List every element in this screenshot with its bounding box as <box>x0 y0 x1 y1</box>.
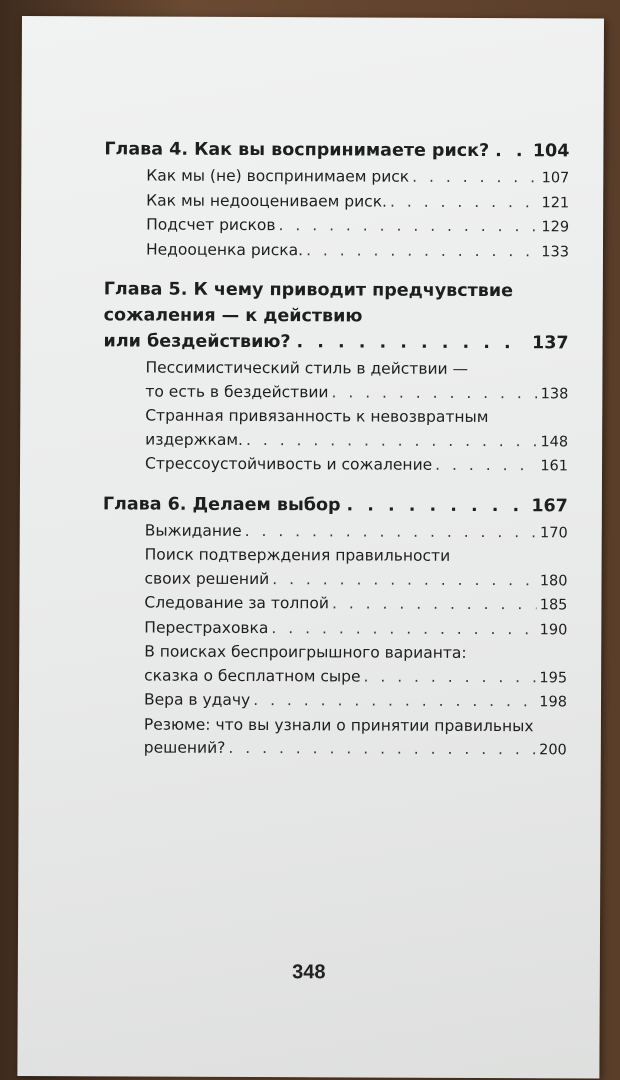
section-title-line: издержкам. <box>145 430 244 449</box>
section-entry <box>144 713 567 763</box>
section-title-line: своих решений <box>144 569 270 588</box>
section-title-line: В поисках беспроигрышного варианта: <box>144 642 467 662</box>
dot-leader <box>332 592 537 616</box>
chapter-title-line: Глава 4. Как вы воспринимаете риск? <box>104 139 490 162</box>
dot-leader <box>363 665 536 689</box>
dot-leader <box>272 568 537 593</box>
section-entry <box>145 357 568 407</box>
section-list <box>145 357 569 479</box>
section-page-number: 107 <box>541 170 570 187</box>
dot-leader <box>278 214 538 239</box>
section-page-number: 129 <box>541 219 570 236</box>
section-entry <box>146 165 569 191</box>
section-entry <box>146 189 569 215</box>
section-entry <box>146 238 569 264</box>
book-page <box>17 16 604 1079</box>
section-title-line: решений? <box>143 738 226 757</box>
section-entry <box>144 592 567 618</box>
section-page-number: 190 <box>539 621 568 638</box>
section-entry <box>144 689 567 715</box>
section-entry <box>144 616 567 642</box>
page-number: 348 <box>292 961 326 984</box>
section-page-number: 138 <box>540 385 569 402</box>
section-page-number: 148 <box>540 433 569 450</box>
section-list <box>146 165 569 265</box>
section-entry <box>144 544 567 594</box>
section-entry <box>145 453 568 479</box>
dot-leader <box>228 737 536 762</box>
chapter-title-line: Глава 6. Делаем выбор <box>102 493 341 515</box>
section-title-line: Недооценка риска. <box>145 240 304 259</box>
dot-leader <box>246 428 538 453</box>
section-page-number: 200 <box>539 742 567 759</box>
section-title-line: сказка о бесплатном сыре <box>144 666 361 685</box>
dot-leader <box>347 492 526 519</box>
section-title-line: Как мы (не) воспринимаем риск <box>146 166 410 186</box>
section-title-line: Странная привязанность к невозвратным <box>145 406 489 427</box>
section-title-line: Стрессоустойчивость и сожаление <box>145 454 433 474</box>
section-title-line: Следование за толпой <box>144 593 330 613</box>
section-title-line: Пессимистический стиль в действии — <box>145 358 469 378</box>
toc-chapter <box>104 136 570 264</box>
chapter-title-line: или бездействию? <box>103 331 291 353</box>
section-title-line: Поиск подтверждения правильности <box>144 545 451 565</box>
section-title-line: Подсчет рисков <box>146 215 276 235</box>
dot-leader <box>271 617 536 642</box>
section-page-number: 161 <box>540 458 569 475</box>
chapter-title-line: сожаления — к действию <box>103 305 363 327</box>
section-page-number: 121 <box>541 194 570 211</box>
section-entry <box>144 641 567 691</box>
chapter-title-line: Глава 5. К чему приводит предчувствие <box>103 279 514 302</box>
chapter-page-number: 104 <box>532 141 570 162</box>
dot-leader <box>390 190 539 214</box>
chapter-page-number: 167 <box>531 495 568 516</box>
dot-leader <box>495 138 527 164</box>
section-list <box>144 519 568 763</box>
dot-leader <box>435 454 537 478</box>
dot-leader <box>245 519 538 544</box>
dot-leader <box>306 239 538 264</box>
section-page-number: 185 <box>539 597 568 614</box>
chapter-heading <box>104 276 569 356</box>
section-entry <box>146 214 569 240</box>
section-title-line: Выжидание <box>144 521 242 540</box>
dot-leader <box>412 166 539 190</box>
section-page-number: 180 <box>539 572 568 589</box>
chapter-heading <box>104 136 569 164</box>
section-page-number: 170 <box>540 524 568 541</box>
dot-leader <box>331 381 537 405</box>
chapter-page-number: 137 <box>532 333 569 354</box>
section-title-line: Вера в удачу <box>143 690 251 710</box>
section-entry <box>145 519 568 545</box>
section-page-number: 198 <box>539 694 568 711</box>
toc-chapter <box>103 276 569 479</box>
section-page-number: 195 <box>539 669 568 686</box>
section-page-number: 133 <box>541 243 570 260</box>
section-title-line: то есть в бездействии <box>145 382 329 401</box>
section-title-line: Резюме: что вы узнали о принятии правильных <box>143 715 534 735</box>
toc-chapter <box>102 491 568 763</box>
chapter-heading <box>103 491 568 519</box>
section-title-line: Как мы недооцениваем риск. <box>146 191 388 211</box>
dot-leader <box>297 329 527 356</box>
dot-leader <box>253 689 536 714</box>
section-entry <box>145 405 568 455</box>
section-title-line: Перестраховка <box>144 618 269 637</box>
table-of-contents <box>102 136 570 777</box>
